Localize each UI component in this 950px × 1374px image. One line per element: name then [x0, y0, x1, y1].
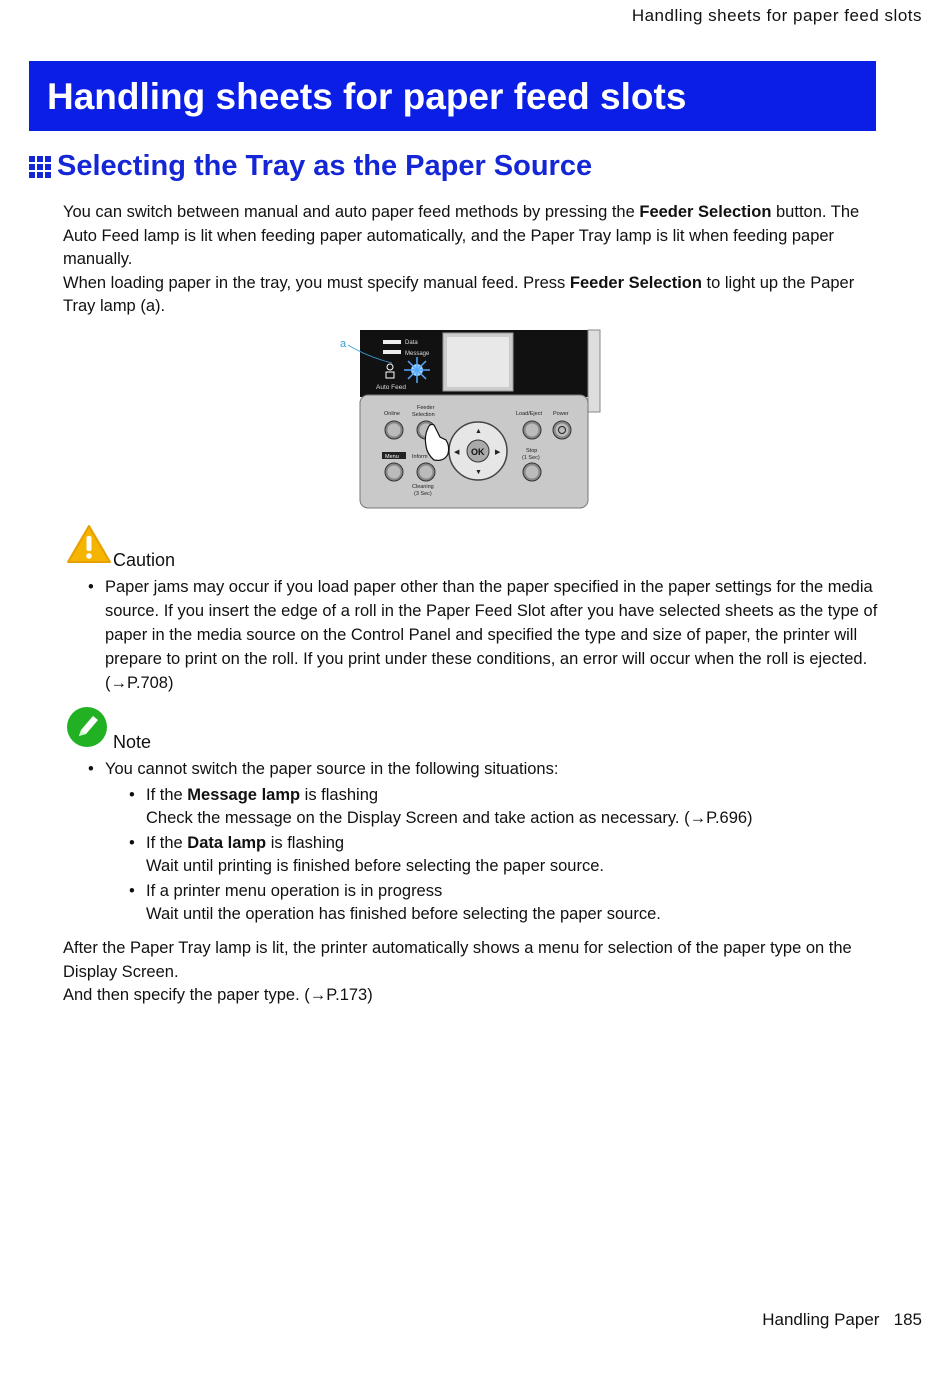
callout-a: a — [340, 338, 347, 350]
intro-paragraph-1: You can switch between manual and auto paper feed methods by pressing the Feeder Selection button. The Auto Feed lamp is lit when feeding paper automatically, and the Paper Tray lamp is lit when feeding paper manually. — [63, 203, 860, 268]
data-lamp-label: Data — [405, 340, 418, 346]
cleaning-label-1: Cleaning — [412, 484, 434, 490]
note-list — [88, 757, 878, 925]
stop-label-2: (1 Sec) — [522, 455, 540, 461]
feeder-label-1: Feeder — [417, 405, 435, 411]
caution-icon — [66, 524, 112, 569]
svg-text:▲: ▲ — [475, 428, 482, 435]
note-subitem-2: • If the Data lamp is flashing Wait until printing is finished before selecting the paper source. — [129, 832, 878, 877]
information-label: Inform — [412, 454, 428, 460]
ok-label: OK — [471, 447, 485, 457]
chapter-banner — [29, 61, 876, 131]
stop-label-1: Stop — [526, 448, 538, 454]
online-label: Online — [384, 411, 400, 417]
note-pencil-icon — [66, 706, 108, 753]
note-label: Note — [113, 732, 152, 752]
grid-icon — [29, 156, 51, 178]
outro-paragraph-2: And then specify the paper type. (→P.173) — [63, 986, 373, 1004]
svg-text:◀: ◀ — [454, 449, 460, 456]
page-number: 185 — [893, 1310, 922, 1329]
page-footer — [762, 1310, 922, 1330]
note-subitem-3: • If a printer menu operation is in progress Wait until the operation has finished before selecting the paper source. — [129, 880, 878, 925]
section-heading — [29, 150, 592, 183]
footer-chapter: Handling Paper — [762, 1310, 880, 1329]
svg-text:▼: ▼ — [475, 469, 482, 476]
note-subitem-1: • If the Message lamp is flashing Check the message on the Display Screen and take action as necessary. (→P.696) — [129, 784, 878, 829]
feeder-label-2: Selection — [412, 412, 435, 418]
banner-title: Handling sheets for paper feed slots — [47, 76, 687, 117]
load-eject-label: Load/Eject — [516, 411, 542, 417]
message-lamp-label: Message — [405, 351, 430, 357]
intro-paragraph-2: When loading paper in the tray, you must specify manual feed. Press Feeder Selection to light up the Paper Tray lamp (a). — [63, 273, 855, 315]
section-title: Selecting the Tray as the Paper Source — [57, 150, 593, 182]
caution-item: • Paper jams may occur if you load paper other than the paper specified in the paper settings for the media source. If you insert the edge of a roll in the Paper Feed Slot after you have selected sheets as the type of paper in the media source on the Control Panel and specified the type and size of paper, the printer will prepare to print on the roll. If you print under these conditions, an error will occur when the roll is ejected. (→P.708) — [88, 575, 878, 695]
menu-label: Menu — [385, 454, 399, 460]
caution-label: Caution — [113, 550, 176, 570]
cleaning-label-2: (3 Sec) — [414, 491, 432, 497]
intro-text — [63, 201, 873, 319]
auto-feed-label: Auto Feed — [376, 384, 406, 391]
note-item: • You cannot switch the paper source in the following situations: — [88, 757, 878, 781]
outro-paragraph-1: After the Paper Tray lamp is lit, the printer automatically shows a menu for selection of the paper type on the Display Screen. — [63, 939, 852, 981]
caution-list — [88, 575, 878, 695]
power-label: Power — [553, 411, 569, 417]
running-header: Handling sheets for paper feed slots — [631, 6, 922, 25]
svg-text:▶: ▶ — [495, 449, 501, 456]
control-panel-figure — [330, 327, 610, 513]
outro-text — [63, 937, 873, 1008]
